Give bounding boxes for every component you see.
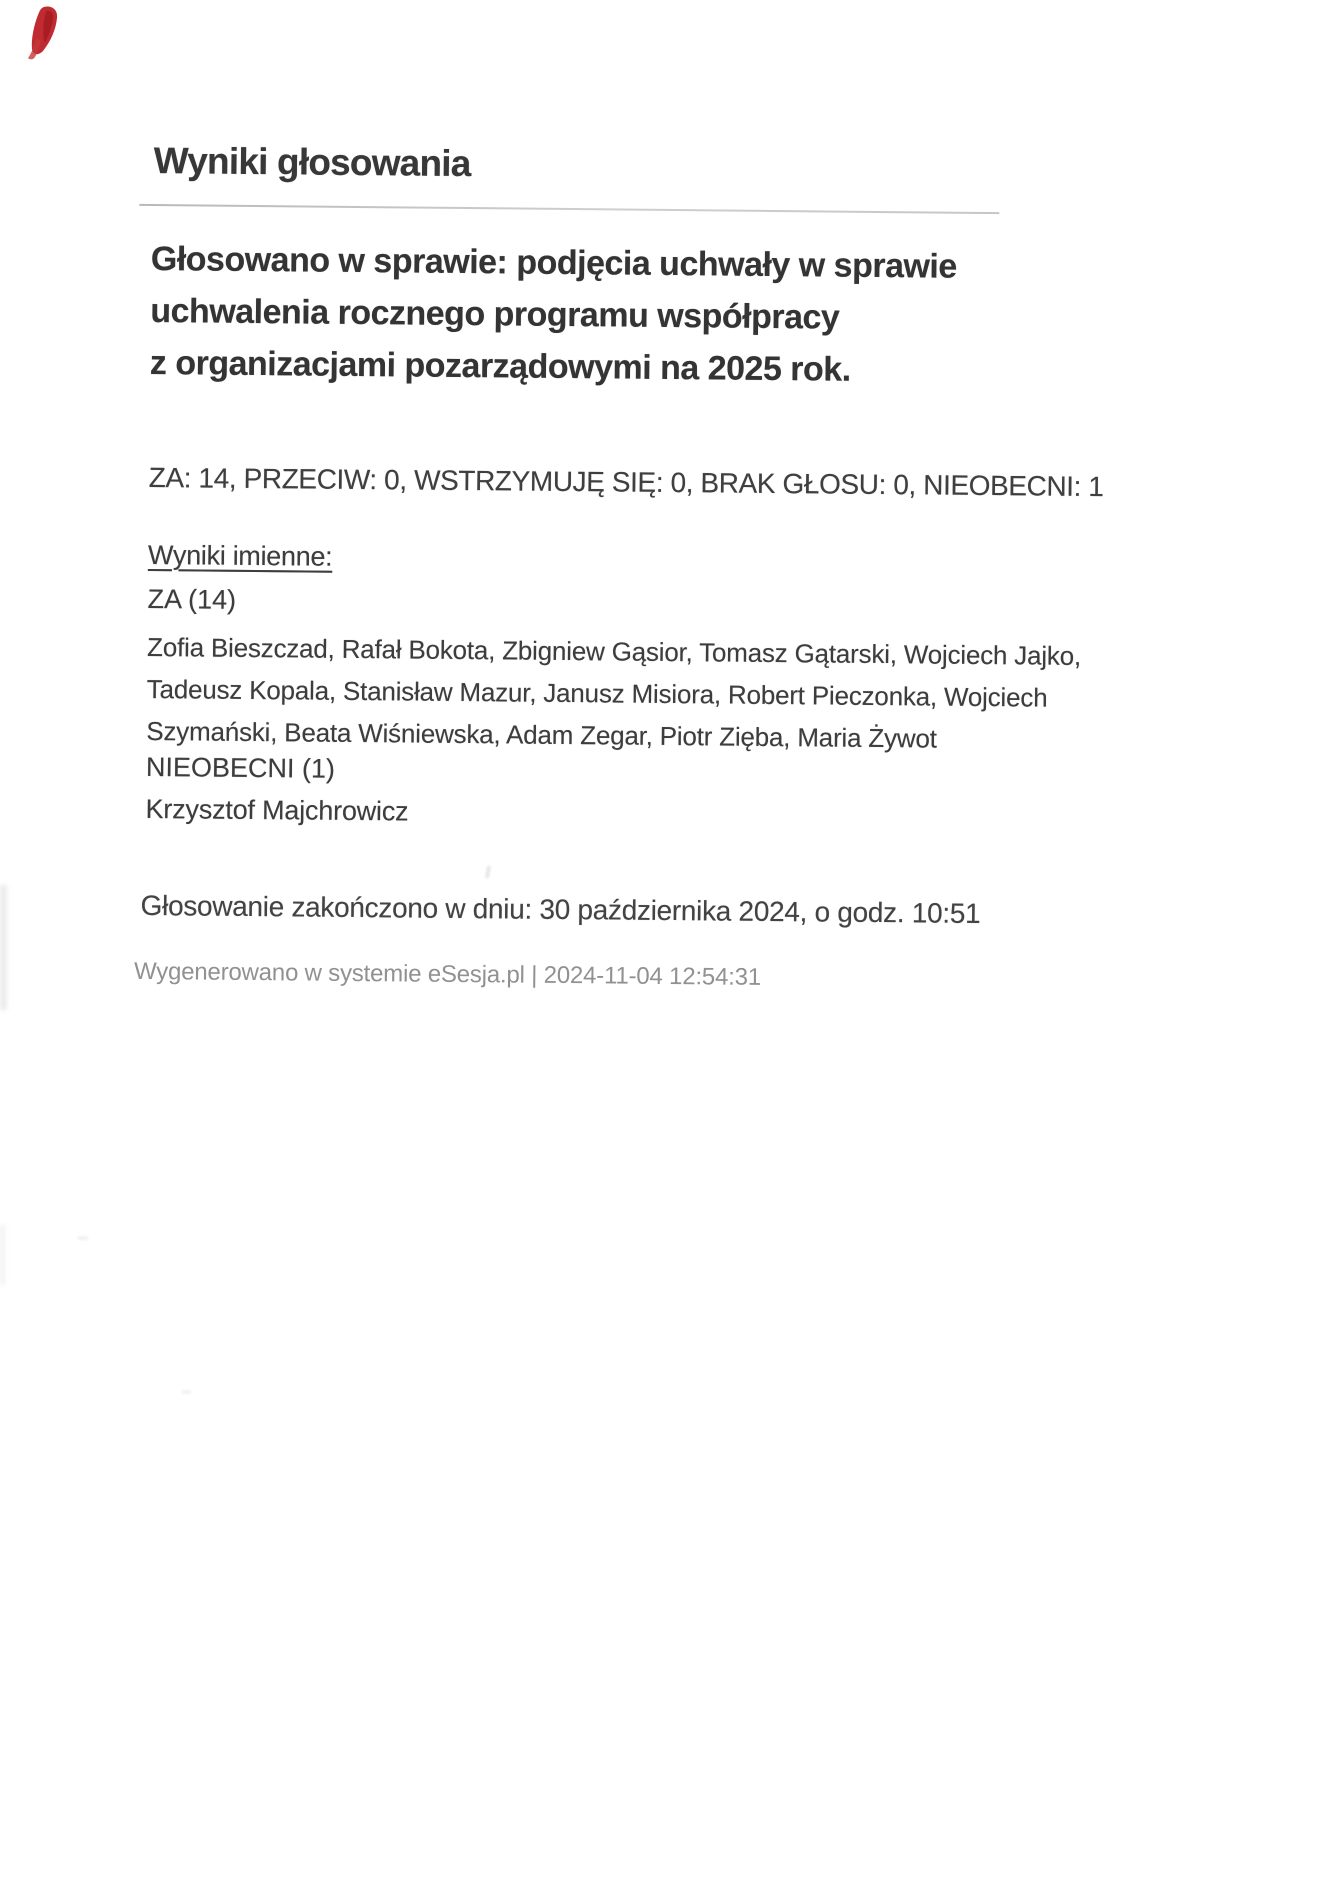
- title-divider: [139, 204, 999, 214]
- absent-group-label: NIEOBECNI (1): [145, 751, 336, 784]
- resolution-heading-line-1: Głosowano w sprawie: podjęcia uchwały w sprawie: [150, 239, 957, 286]
- absent-member-name: Krzysztof Majchrowicz: [145, 793, 409, 827]
- page-title: Wyniki głosowania: [153, 140, 471, 185]
- za-names-line-1: Zofia Bieszczad, Rafał Bokota, Zbigniew Gąsior, Tomasz Gątarski, Wojciech Jajko,: [146, 631, 1082, 671]
- resolution-heading: [150, 233, 957, 397]
- red-pen-mark: [26, 5, 62, 61]
- scan-speck: [78, 1236, 88, 1240]
- voting-closed-timestamp: Głosowanie zakończono w dniu: 30 października 2024, o godz. 10:51: [140, 889, 981, 929]
- scan-speck: [182, 1390, 191, 1394]
- za-names-line-2: Tadeusz Kopala, Stanisław Mazur, Janusz Misiora, Robert Pieczonka, Wojciech: [146, 673, 1048, 713]
- named-results-label: Wyniki imienne:: [147, 539, 333, 572]
- za-group-names: [146, 626, 1081, 761]
- scan-speck: [485, 866, 491, 879]
- scan-edge-smudge: [0, 1225, 5, 1285]
- za-names-line-3: Szymański, Beata Wiśniewska, Adam Zegar, Piotr Zięba, Maria Żywot: [146, 715, 937, 754]
- resolution-heading-line-3: z organizacjami pozarządowymi na 2025 rok.: [149, 343, 851, 389]
- za-group-label: ZA (14): [147, 583, 237, 615]
- generated-by-footer: Wygenerowano w systemie eSesja.pl | 2024-11-04 12:54:31: [133, 957, 762, 991]
- document-content: [133, 140, 1112, 991]
- resolution-heading-line-2: uchwalenia rocznego programu współpracy: [150, 291, 840, 337]
- vote-summary: ZA: 14, PRZECIW: 0, WSTRZYMUJĘ SIĘ: 0, BRAK GŁOSU: 0, NIEOBECNI: 1: [148, 461, 1104, 503]
- scan-edge-smudge: [0, 885, 7, 1010]
